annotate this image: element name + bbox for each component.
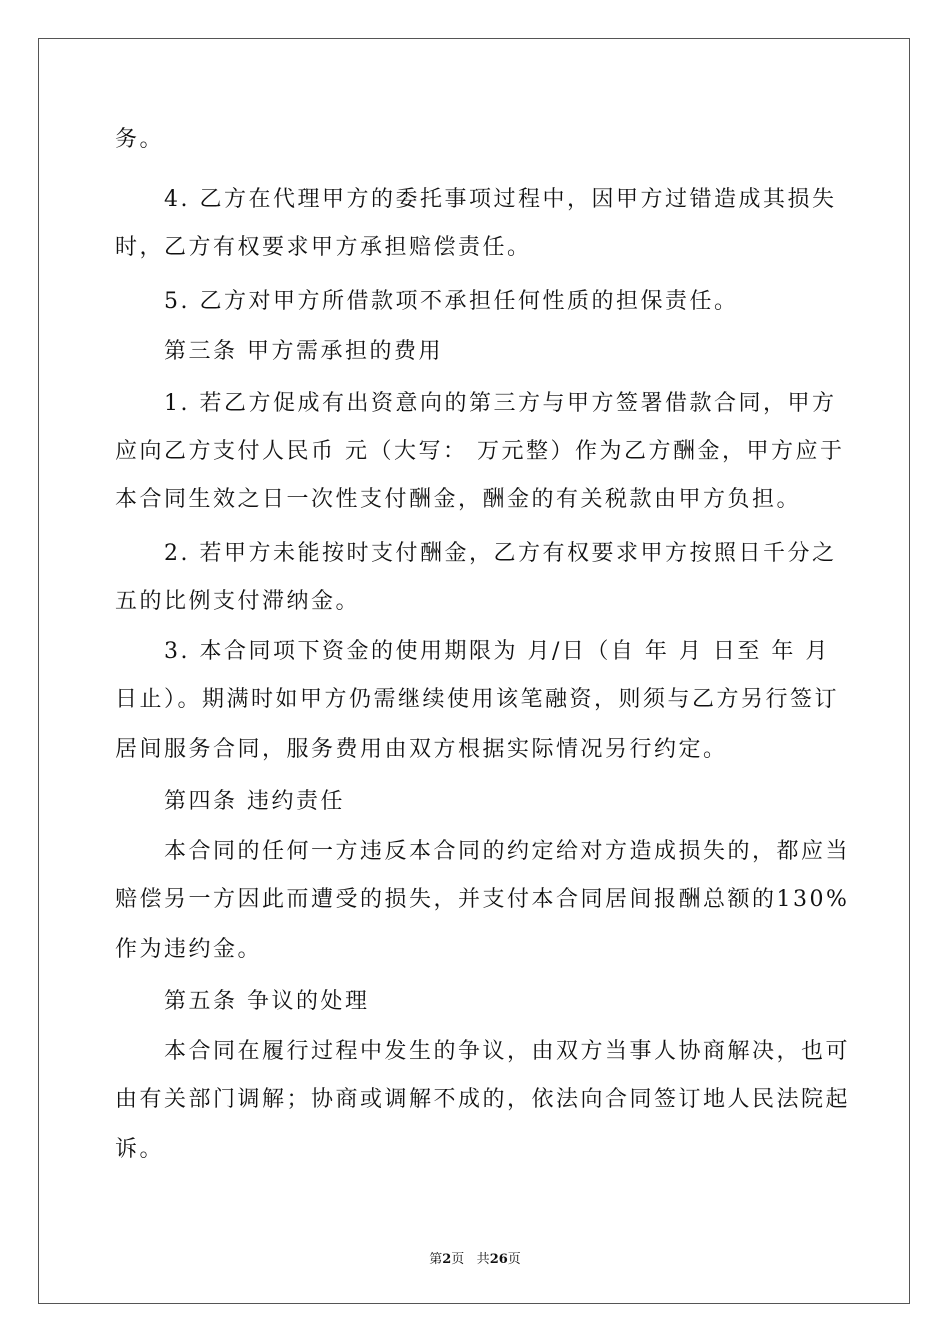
text-line: 日止）。期满时如甲方仍需继续使用该笔融资，则须与乙方另行签订 [115, 687, 840, 712]
text-line: 居间服务合同，服务费用由双方根据实际情况另行约定。 [115, 737, 728, 762]
section-heading: 第三条 甲方需承担的费用 [164, 339, 443, 364]
text-line: 五的比例支付滞纳金。 [115, 589, 361, 614]
text-line: 作为违约金。 [115, 937, 263, 962]
text-line: 务。 [115, 127, 165, 152]
text-line: 2. 若甲方未能按时支付酬金，乙方有权要求甲方按照日千分之 [164, 541, 837, 566]
total-pages: 26 [489, 1252, 508, 1267]
text-line: 赔偿另一方因此而遭受的损失，并支付本合同居间报酬总额的130% [115, 887, 850, 912]
page-footer [0, 1248, 950, 1267]
section-heading: 第五条 争议的处理 [164, 989, 370, 1014]
page-number: 2 [442, 1252, 452, 1267]
text-line: 由有关部门调解；协商或调解不成的，依法向合同签订地人民法院起 [115, 1087, 851, 1112]
total-suffix: 页 [507, 1252, 521, 1267]
text-line: 本合同在履行过程中发生的争议，由双方当事人协商解决，也可 [164, 1039, 851, 1064]
text-line: 时，乙方有权要求甲方承担赔偿责任。 [115, 235, 532, 260]
section-heading: 第四条 违约责任 [164, 789, 345, 814]
text-line: 1. 若乙方促成有出资意向的第三方与甲方签署借款合同，甲方 [164, 391, 837, 416]
text-line: 3. 本合同项下资金的使用期限为 月/日（自 年 月 日至 年 月 [164, 639, 830, 664]
page-border [38, 38, 910, 1304]
text-line: 本合同生效之日一次性支付酬金，酬金的有关税款由甲方负担。 [115, 487, 802, 512]
text-line: 诉。 [115, 1137, 165, 1162]
page-suffix: 页 [451, 1252, 465, 1267]
page-prefix: 第 [429, 1252, 443, 1267]
text-line: 应向乙方支付人民币 元（大写： 万元整）作为乙方酬金，甲方应于 [115, 439, 845, 464]
text-line: 5. 乙方对甲方所借款项不承担任何性质的担保责任。 [164, 289, 739, 314]
text-line: 4. 乙方在代理甲方的委托事项过程中，因甲方过错造成其损失 [164, 187, 837, 212]
total-prefix: 共 [476, 1252, 490, 1267]
text-line: 本合同的任何一方违反本合同的约定给对方造成损失的，都应当 [164, 839, 851, 864]
